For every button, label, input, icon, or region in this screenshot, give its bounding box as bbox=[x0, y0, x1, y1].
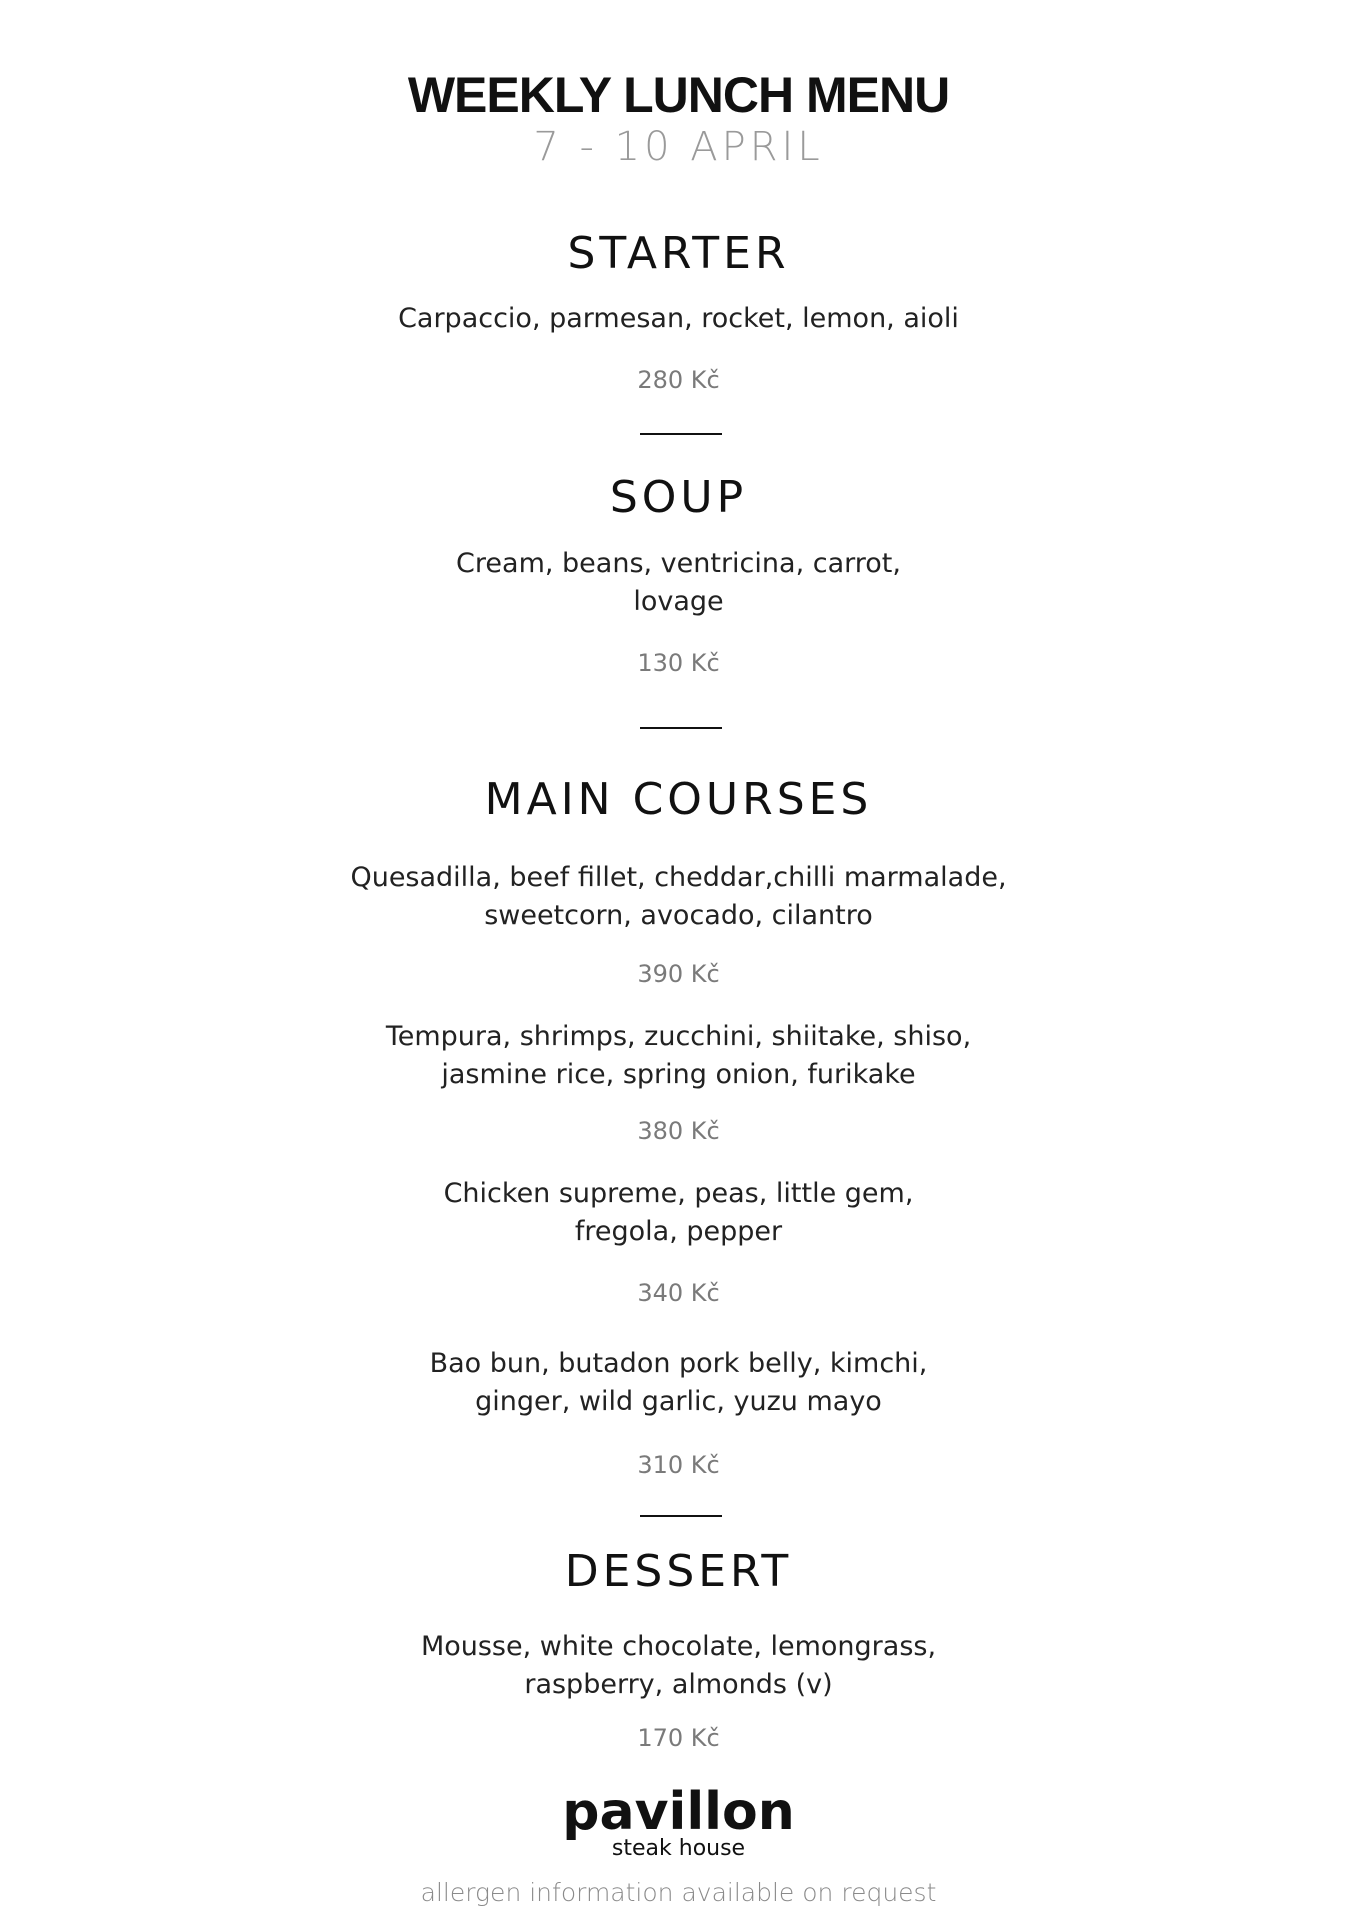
section-heading-starter: STARTER bbox=[567, 228, 790, 279]
dish-description: Quesadilla, beef fillet, cheddar,chilli marmalade, bbox=[350, 862, 1007, 893]
dish-price: 380 Kč bbox=[637, 1117, 720, 1145]
section-heading-soup: SOUP bbox=[609, 472, 748, 523]
dish-description: ginger, wild garlic, yuzu mayo bbox=[475, 1386, 882, 1417]
dish-price: 130 Kč bbox=[637, 649, 720, 677]
dish-description: fregola, pepper bbox=[574, 1216, 783, 1247]
section-heading-main-courses: MAIN COURSES bbox=[484, 774, 873, 825]
dish-description: Carpaccio, parmesan, rocket, lemon, aioli bbox=[398, 303, 959, 334]
allergen-note: allergen information available on request bbox=[420, 1878, 937, 1907]
dish-price: 340 Kč bbox=[637, 1279, 720, 1307]
dish-price: 170 Kč bbox=[637, 1724, 720, 1752]
menu-dates: 7 - 10 APRIL bbox=[533, 124, 824, 170]
section-divider bbox=[640, 727, 722, 729]
dish-description: raspberry, almonds (v) bbox=[524, 1669, 833, 1700]
section-divider bbox=[640, 1515, 722, 1517]
section-heading-dessert: DESSERT bbox=[564, 1546, 793, 1597]
brand-logo-subtitle: steak house bbox=[611, 1836, 746, 1861]
dish-description: Bao bun, butadon pork belly, kimchi, bbox=[429, 1348, 928, 1379]
brand-logo: pavillon bbox=[562, 1782, 795, 1842]
section-divider bbox=[640, 433, 722, 435]
dish-description: sweetcorn, avocado, cilantro bbox=[484, 900, 873, 931]
menu-title: WEEKLY LUNCH MENU bbox=[407, 67, 950, 123]
dish-description: lovage bbox=[633, 586, 724, 617]
dish-price: 390 Kč bbox=[637, 960, 720, 988]
dish-description: jasmine rice, spring onion, furikake bbox=[441, 1059, 916, 1090]
dish-description: Chicken supreme, peas, little gem, bbox=[443, 1178, 914, 1209]
dish-price: 280 Kč bbox=[637, 366, 720, 394]
dish-price: 310 Kč bbox=[637, 1451, 720, 1479]
dish-description: Mousse, white chocolate, lemongrass, bbox=[420, 1631, 937, 1662]
dish-description: Cream, beans, ventricina, carrot, bbox=[456, 548, 901, 579]
dish-description: Tempura, shrimps, zucchini, shiitake, shiso, bbox=[385, 1021, 972, 1052]
